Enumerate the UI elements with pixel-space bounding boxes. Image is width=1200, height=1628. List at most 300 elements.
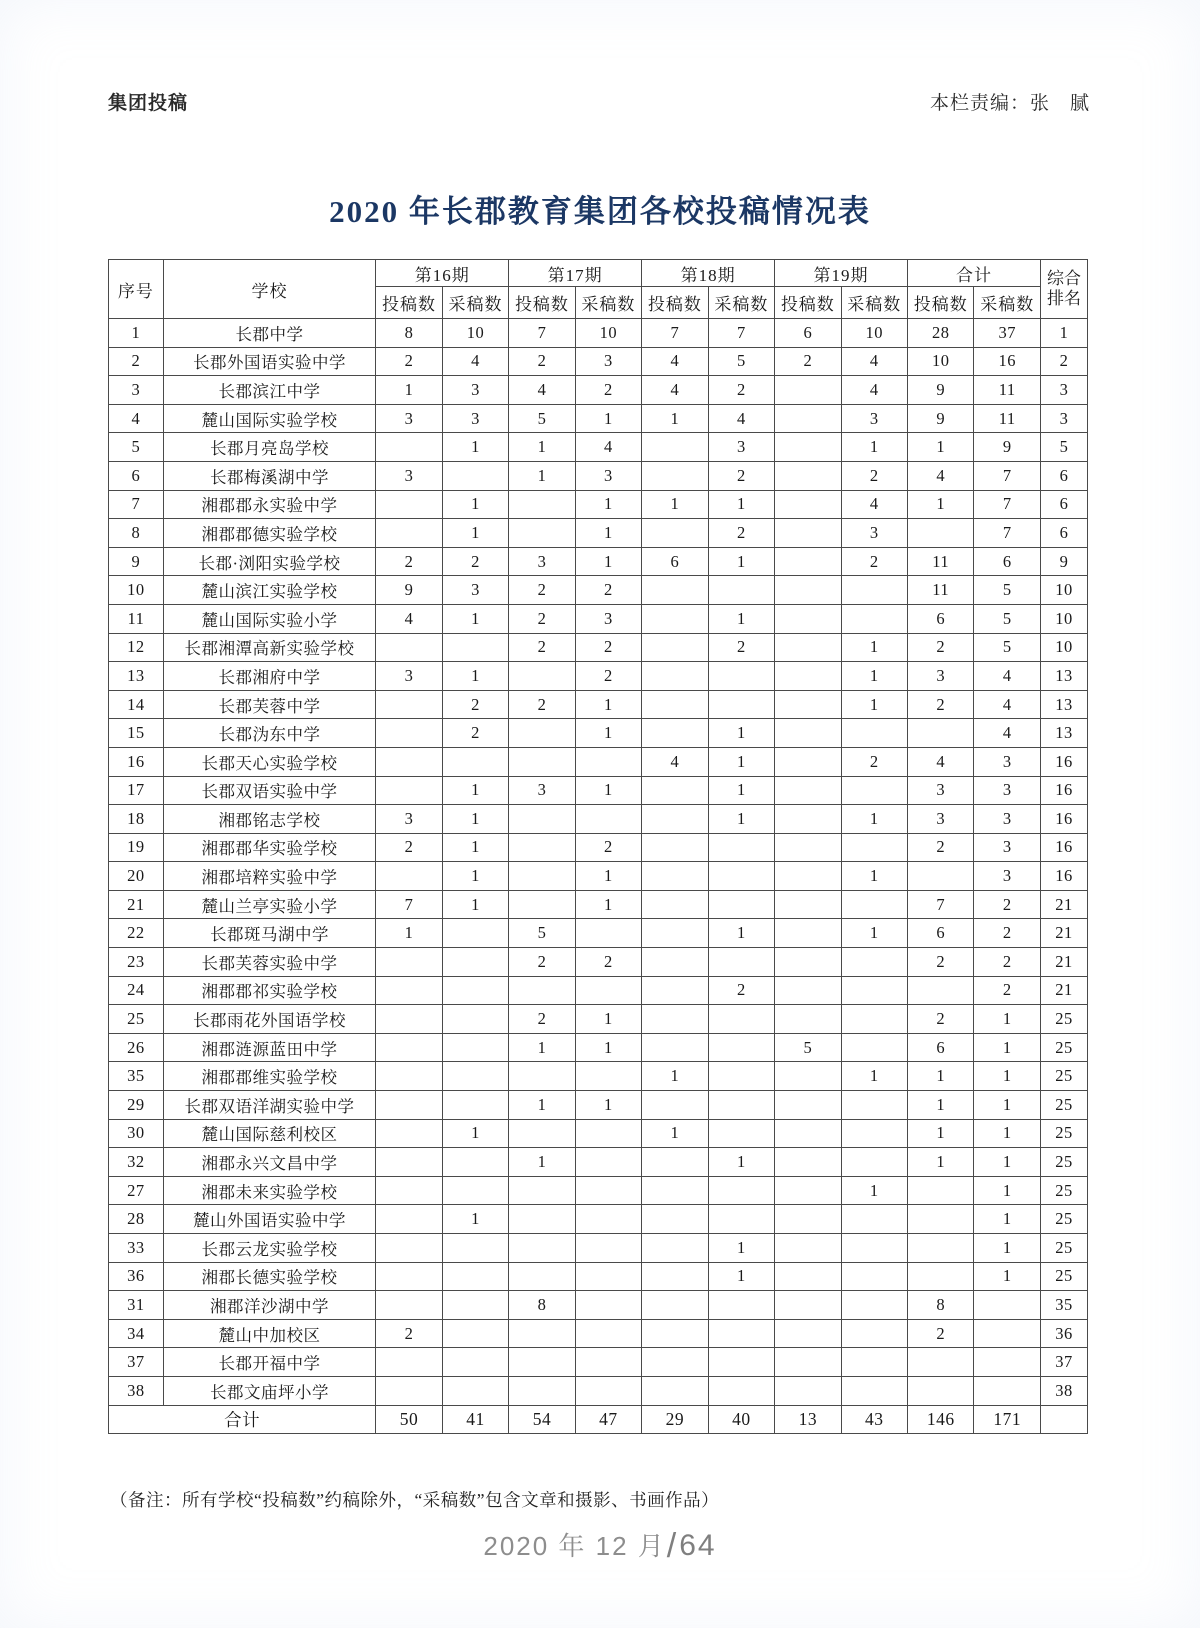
header-school: 学校: [163, 260, 375, 319]
cell-value: [376, 633, 442, 662]
cell-rank: 21: [1040, 919, 1087, 948]
cell-value: [908, 1348, 974, 1377]
cell-value: 2: [575, 833, 641, 862]
cell-value: [908, 1176, 974, 1205]
cell-value: [642, 633, 708, 662]
cell-value: 9: [974, 433, 1040, 462]
cell-value: [841, 1262, 907, 1291]
cell-value: [642, 862, 708, 891]
cell-value: [708, 890, 774, 919]
cell-school: 麓山国际慈利校区: [163, 1119, 375, 1148]
cell-value: [575, 1348, 641, 1377]
cell-value: [442, 461, 508, 490]
cell-rank: 16: [1040, 833, 1087, 862]
cell-value: 1: [708, 1262, 774, 1291]
cell-value: [841, 833, 907, 862]
cell-value: 1: [841, 633, 907, 662]
cell-index: 35: [109, 1062, 164, 1091]
cell-index: 26: [109, 1033, 164, 1062]
cell-value: [575, 1119, 641, 1148]
cell-value: 7: [974, 519, 1040, 548]
cell-value: 2: [841, 547, 907, 576]
cell-value: [442, 1033, 508, 1062]
cell-value: [775, 547, 841, 576]
cell-value: [908, 519, 974, 548]
cell-school: 长郡滨江中学: [163, 376, 375, 405]
cell-value: 4: [908, 747, 974, 776]
cell-value: [974, 1376, 1040, 1405]
cell-value: [841, 776, 907, 805]
cell-value: 2: [908, 633, 974, 662]
cell-value: [775, 719, 841, 748]
cell-value: [376, 1348, 442, 1377]
cell-value: [376, 948, 442, 977]
cell-value: 1: [974, 1176, 1040, 1205]
table-row: [109, 376, 1088, 405]
cell-value: 2: [575, 376, 641, 405]
cell-value: [841, 1148, 907, 1177]
cell-value: 2: [509, 576, 575, 605]
cell-index: 23: [109, 948, 164, 977]
cell-index: 9: [109, 547, 164, 576]
cell-value: [841, 1205, 907, 1234]
table-row: [109, 1376, 1088, 1405]
cell-index: 21: [109, 890, 164, 919]
cell-value: [708, 1062, 774, 1091]
table-row: [109, 633, 1088, 662]
cell-value: 10: [575, 319, 641, 348]
cell-value: 1: [575, 719, 641, 748]
cell-value: [642, 1205, 708, 1234]
cell-value: 2: [376, 347, 442, 376]
cell-school: 湘郡郡德实验学校: [163, 519, 375, 548]
cell-value: 1: [442, 862, 508, 891]
cell-value: 9: [908, 404, 974, 433]
cell-value: 3: [908, 776, 974, 805]
cell-value: [509, 662, 575, 691]
cell-value: 4: [376, 604, 442, 633]
cell-value: 11: [908, 547, 974, 576]
cell-value: 2: [841, 461, 907, 490]
cell-school: 麓山滨江实验学校: [163, 576, 375, 605]
table-header-period-row: [109, 260, 1088, 287]
cell-value: 1: [442, 890, 508, 919]
cell-value: [376, 1119, 442, 1148]
total-value: 43: [841, 1405, 907, 1434]
table-row: [109, 1062, 1088, 1091]
cell-value: 1: [575, 1005, 641, 1034]
header-submitted: 投稿数: [509, 287, 575, 319]
cell-value: [376, 1291, 442, 1320]
cell-value: 3: [442, 376, 508, 405]
cell-value: [775, 490, 841, 519]
cell-school: 湘郡郡祁实验学校: [163, 976, 375, 1005]
cell-value: [642, 1376, 708, 1405]
cell-value: [708, 1033, 774, 1062]
table-note: （备注：所有学校“投稿数”约稿除外，“采稿数”包含文章和摄影、书画作品）: [110, 1490, 720, 1510]
cell-value: [642, 976, 708, 1005]
table-row: [109, 1148, 1088, 1177]
cell-value: [642, 1005, 708, 1034]
cell-value: [841, 948, 907, 977]
cell-value: 2: [575, 948, 641, 977]
cell-value: [708, 862, 774, 891]
cell-index: 12: [109, 633, 164, 662]
cell-value: [908, 719, 974, 748]
cell-value: 2: [509, 1005, 575, 1034]
table-row: [109, 1348, 1088, 1377]
cell-index: 17: [109, 776, 164, 805]
cell-value: [642, 662, 708, 691]
cell-value: [841, 890, 907, 919]
cell-value: [575, 1148, 641, 1177]
cell-value: 6: [775, 319, 841, 348]
cell-value: [442, 1348, 508, 1377]
cell-value: 1: [974, 1262, 1040, 1291]
cell-value: [708, 1005, 774, 1034]
cell-value: 6: [642, 547, 708, 576]
cell-rank: 10: [1040, 576, 1087, 605]
cell-value: [642, 519, 708, 548]
cell-value: 1: [442, 805, 508, 834]
cell-value: [442, 1319, 508, 1348]
cell-value: 10: [841, 319, 907, 348]
cell-index: 5: [109, 433, 164, 462]
cell-value: 1: [575, 890, 641, 919]
cell-value: 2: [708, 376, 774, 405]
table-row: [109, 347, 1088, 376]
cell-value: 4: [442, 347, 508, 376]
cell-value: 10: [908, 347, 974, 376]
cell-value: 6: [974, 547, 1040, 576]
cell-value: [509, 1319, 575, 1348]
cell-value: 1: [841, 433, 907, 462]
cell-school: 麓山中加校区: [163, 1319, 375, 1348]
cell-value: 3: [908, 805, 974, 834]
cell-index: 24: [109, 976, 164, 1005]
cell-value: [442, 1176, 508, 1205]
cell-value: [376, 862, 442, 891]
cell-value: [775, 747, 841, 776]
cell-rank: 3: [1040, 376, 1087, 405]
cell-value: 2: [509, 604, 575, 633]
cell-value: 1: [841, 690, 907, 719]
cell-rank: 21: [1040, 976, 1087, 1005]
cell-value: [575, 976, 641, 1005]
cell-index: 27: [109, 1176, 164, 1205]
cell-value: [708, 1319, 774, 1348]
cell-value: 8: [509, 1291, 575, 1320]
cell-value: 2: [974, 890, 1040, 919]
footer-page-number: 64: [679, 1529, 717, 1562]
cell-value: 2: [908, 833, 974, 862]
cell-rank: 25: [1040, 1005, 1087, 1034]
cell-value: 1: [575, 690, 641, 719]
cell-school: 麓山国际实验学校: [163, 404, 375, 433]
cell-value: 4: [642, 347, 708, 376]
cell-value: 6: [908, 1033, 974, 1062]
cell-value: 1: [974, 1062, 1040, 1091]
cell-value: 10: [442, 319, 508, 348]
cell-index: 4: [109, 404, 164, 433]
cell-rank: 25: [1040, 1262, 1087, 1291]
cell-rank: 9: [1040, 547, 1087, 576]
cell-value: [908, 1205, 974, 1234]
cell-value: 2: [841, 747, 907, 776]
table-row: [109, 1262, 1088, 1291]
cell-value: 7: [908, 890, 974, 919]
cell-value: 5: [509, 919, 575, 948]
cell-value: 11: [908, 576, 974, 605]
submission-table: [108, 259, 1088, 1434]
cell-value: 2: [908, 690, 974, 719]
cell-value: 1: [509, 433, 575, 462]
cell-value: 1: [908, 1062, 974, 1091]
cell-value: [509, 1262, 575, 1291]
cell-rank: 10: [1040, 604, 1087, 633]
cell-value: 1: [575, 862, 641, 891]
page-title: 2020 年长郡教育集团各校投稿情况表: [329, 194, 871, 229]
cell-value: 2: [908, 948, 974, 977]
cell-value: [376, 1205, 442, 1234]
cell-value: [841, 1376, 907, 1405]
cell-index: 19: [109, 833, 164, 862]
cell-school: 湘郡涟源蓝田中学: [163, 1033, 375, 1062]
header-period-total: 合计: [908, 260, 1041, 287]
cell-index: 6: [109, 461, 164, 490]
cell-school: 长郡外国语实验中学: [163, 347, 375, 376]
cell-index: 7: [109, 490, 164, 519]
cell-value: 1: [908, 490, 974, 519]
cell-value: [376, 719, 442, 748]
cell-value: [642, 776, 708, 805]
cell-rank: 6: [1040, 490, 1087, 519]
cell-rank: 13: [1040, 719, 1087, 748]
cell-value: [509, 1234, 575, 1263]
cell-index: 37: [109, 1348, 164, 1377]
cell-school: 湘郡永兴文昌中学: [163, 1148, 375, 1177]
cell-value: [376, 1262, 442, 1291]
cell-rank: 25: [1040, 1033, 1087, 1062]
table-row: [109, 719, 1088, 748]
cell-value: [775, 1062, 841, 1091]
cell-value: 11: [974, 404, 1040, 433]
total-value: 47: [575, 1405, 641, 1434]
cell-school: 湘郡郡华实验学校: [163, 833, 375, 862]
cell-value: [442, 1234, 508, 1263]
cell-school: 湘郡未来实验学校: [163, 1176, 375, 1205]
cell-rank: 35: [1040, 1291, 1087, 1320]
table-row: [109, 461, 1088, 490]
cell-value: 2: [575, 633, 641, 662]
cell-value: 8: [908, 1291, 974, 1320]
cell-rank: 25: [1040, 1234, 1087, 1263]
cell-value: [642, 948, 708, 977]
cell-value: [841, 1033, 907, 1062]
table-row: [109, 576, 1088, 605]
total-value: [1040, 1405, 1087, 1434]
table-row: [109, 862, 1088, 891]
cell-value: [642, 1234, 708, 1263]
cell-index: 33: [109, 1234, 164, 1263]
cell-value: 1: [509, 1091, 575, 1120]
cell-value: [775, 833, 841, 862]
cell-value: [376, 1148, 442, 1177]
cell-index: 20: [109, 862, 164, 891]
cell-value: [775, 690, 841, 719]
cell-value: [442, 1062, 508, 1091]
cell-value: [642, 690, 708, 719]
cell-value: 1: [442, 604, 508, 633]
cell-school: 长郡芙蓉中学: [163, 690, 375, 719]
cell-value: [775, 604, 841, 633]
cell-rank: 2: [1040, 347, 1087, 376]
cell-value: [575, 919, 641, 948]
cell-value: 1: [442, 662, 508, 691]
cell-value: 3: [974, 833, 1040, 862]
cell-value: 5: [708, 347, 774, 376]
cell-value: [775, 862, 841, 891]
cell-school: 长郡双语洋湖实验中学: [163, 1091, 375, 1120]
cell-value: 3: [908, 662, 974, 691]
table-row: [109, 890, 1088, 919]
cell-index: 10: [109, 576, 164, 605]
cell-value: [376, 1033, 442, 1062]
cell-value: [642, 1176, 708, 1205]
cell-value: [509, 1119, 575, 1148]
cell-value: [642, 1033, 708, 1062]
cell-value: [376, 519, 442, 548]
cell-value: 1: [908, 433, 974, 462]
cell-index: 1: [109, 319, 164, 348]
cell-value: 2: [708, 461, 774, 490]
cell-value: [642, 1262, 708, 1291]
cell-value: 2: [908, 1005, 974, 1034]
cell-value: [575, 1234, 641, 1263]
cell-index: 31: [109, 1291, 164, 1320]
cell-value: 3: [708, 433, 774, 462]
cell-value: [642, 805, 708, 834]
cell-value: 1: [974, 1091, 1040, 1120]
cell-value: 2: [708, 633, 774, 662]
cell-rank: 25: [1040, 1148, 1087, 1177]
cell-school: 长郡湘府中学: [163, 662, 375, 691]
cell-value: [376, 1176, 442, 1205]
cell-value: [575, 1205, 641, 1234]
cell-value: [841, 1234, 907, 1263]
cell-value: 1: [974, 1234, 1040, 1263]
cell-value: 2: [376, 547, 442, 576]
cell-value: [708, 1119, 774, 1148]
cell-value: [575, 1376, 641, 1405]
total-value: 13: [775, 1405, 841, 1434]
cell-value: [841, 719, 907, 748]
cell-value: [775, 948, 841, 977]
cell-school: 湘郡郡永实验中学: [163, 490, 375, 519]
cell-value: 1: [974, 1005, 1040, 1034]
cell-value: [509, 490, 575, 519]
header-period-19: 第19期: [775, 260, 908, 287]
cell-value: [775, 1148, 841, 1177]
cell-index: 36: [109, 1262, 164, 1291]
table-row: [109, 519, 1088, 548]
cell-value: [376, 776, 442, 805]
cell-index: 25: [109, 1005, 164, 1034]
cell-index: 16: [109, 747, 164, 776]
cell-value: 2: [509, 690, 575, 719]
cell-value: 9: [376, 576, 442, 605]
cell-value: [775, 1205, 841, 1234]
cell-value: 7: [376, 890, 442, 919]
cell-school: 长郡月亮岛学校: [163, 433, 375, 462]
header-accepted: 采稿数: [841, 287, 907, 319]
header-submitted: 投稿数: [642, 287, 708, 319]
cell-value: [509, 890, 575, 919]
cell-rank: 5: [1040, 433, 1087, 462]
header-period-18: 第18期: [642, 260, 775, 287]
table-row: [109, 604, 1088, 633]
table-row: [109, 404, 1088, 433]
cell-value: [442, 919, 508, 948]
cell-school: 湘郡洋沙湖中学: [163, 1291, 375, 1320]
cell-value: 3: [974, 805, 1040, 834]
table-row: [109, 433, 1088, 462]
cell-value: [841, 1119, 907, 1148]
cell-value: 2: [575, 576, 641, 605]
cell-value: [442, 1291, 508, 1320]
cell-value: [442, 976, 508, 1005]
cell-value: 4: [642, 376, 708, 405]
cell-value: [509, 1176, 575, 1205]
table-row: [109, 1033, 1088, 1062]
total-value: 54: [509, 1405, 575, 1434]
cell-value: [509, 805, 575, 834]
cell-school: 长郡芙蓉实验中学: [163, 948, 375, 977]
header-rank: 综合排名: [1040, 260, 1087, 319]
table-row: [109, 776, 1088, 805]
cell-value: 1: [974, 1033, 1040, 1062]
table-row: [109, 1119, 1088, 1148]
cell-school: 湘郡长德实验学校: [163, 1262, 375, 1291]
cell-value: 1: [642, 404, 708, 433]
table-row: [109, 1176, 1088, 1205]
cell-value: 1: [442, 519, 508, 548]
cell-value: [509, 862, 575, 891]
cell-rank: 21: [1040, 948, 1087, 977]
cell-value: 1: [841, 805, 907, 834]
cell-index: 3: [109, 376, 164, 405]
cell-rank: 37: [1040, 1348, 1087, 1377]
cell-value: 3: [442, 404, 508, 433]
cell-value: 11: [974, 376, 1040, 405]
cell-value: 3: [974, 776, 1040, 805]
cell-value: 2: [442, 547, 508, 576]
cell-index: 18: [109, 805, 164, 834]
cell-value: 1: [708, 919, 774, 948]
cell-value: [376, 976, 442, 1005]
header-index: 序号: [109, 260, 164, 319]
cell-school: 长郡双语实验中学: [163, 776, 375, 805]
cell-school: 湘郡培粹实验中学: [163, 862, 375, 891]
cell-value: [376, 490, 442, 519]
table-row: [109, 805, 1088, 834]
cell-school: 麓山外国语实验中学: [163, 1205, 375, 1234]
cell-index: 34: [109, 1319, 164, 1348]
cell-value: 1: [708, 805, 774, 834]
table-row: [109, 1091, 1088, 1120]
cell-school: 长郡开福中学: [163, 1348, 375, 1377]
cell-value: 1: [708, 776, 774, 805]
